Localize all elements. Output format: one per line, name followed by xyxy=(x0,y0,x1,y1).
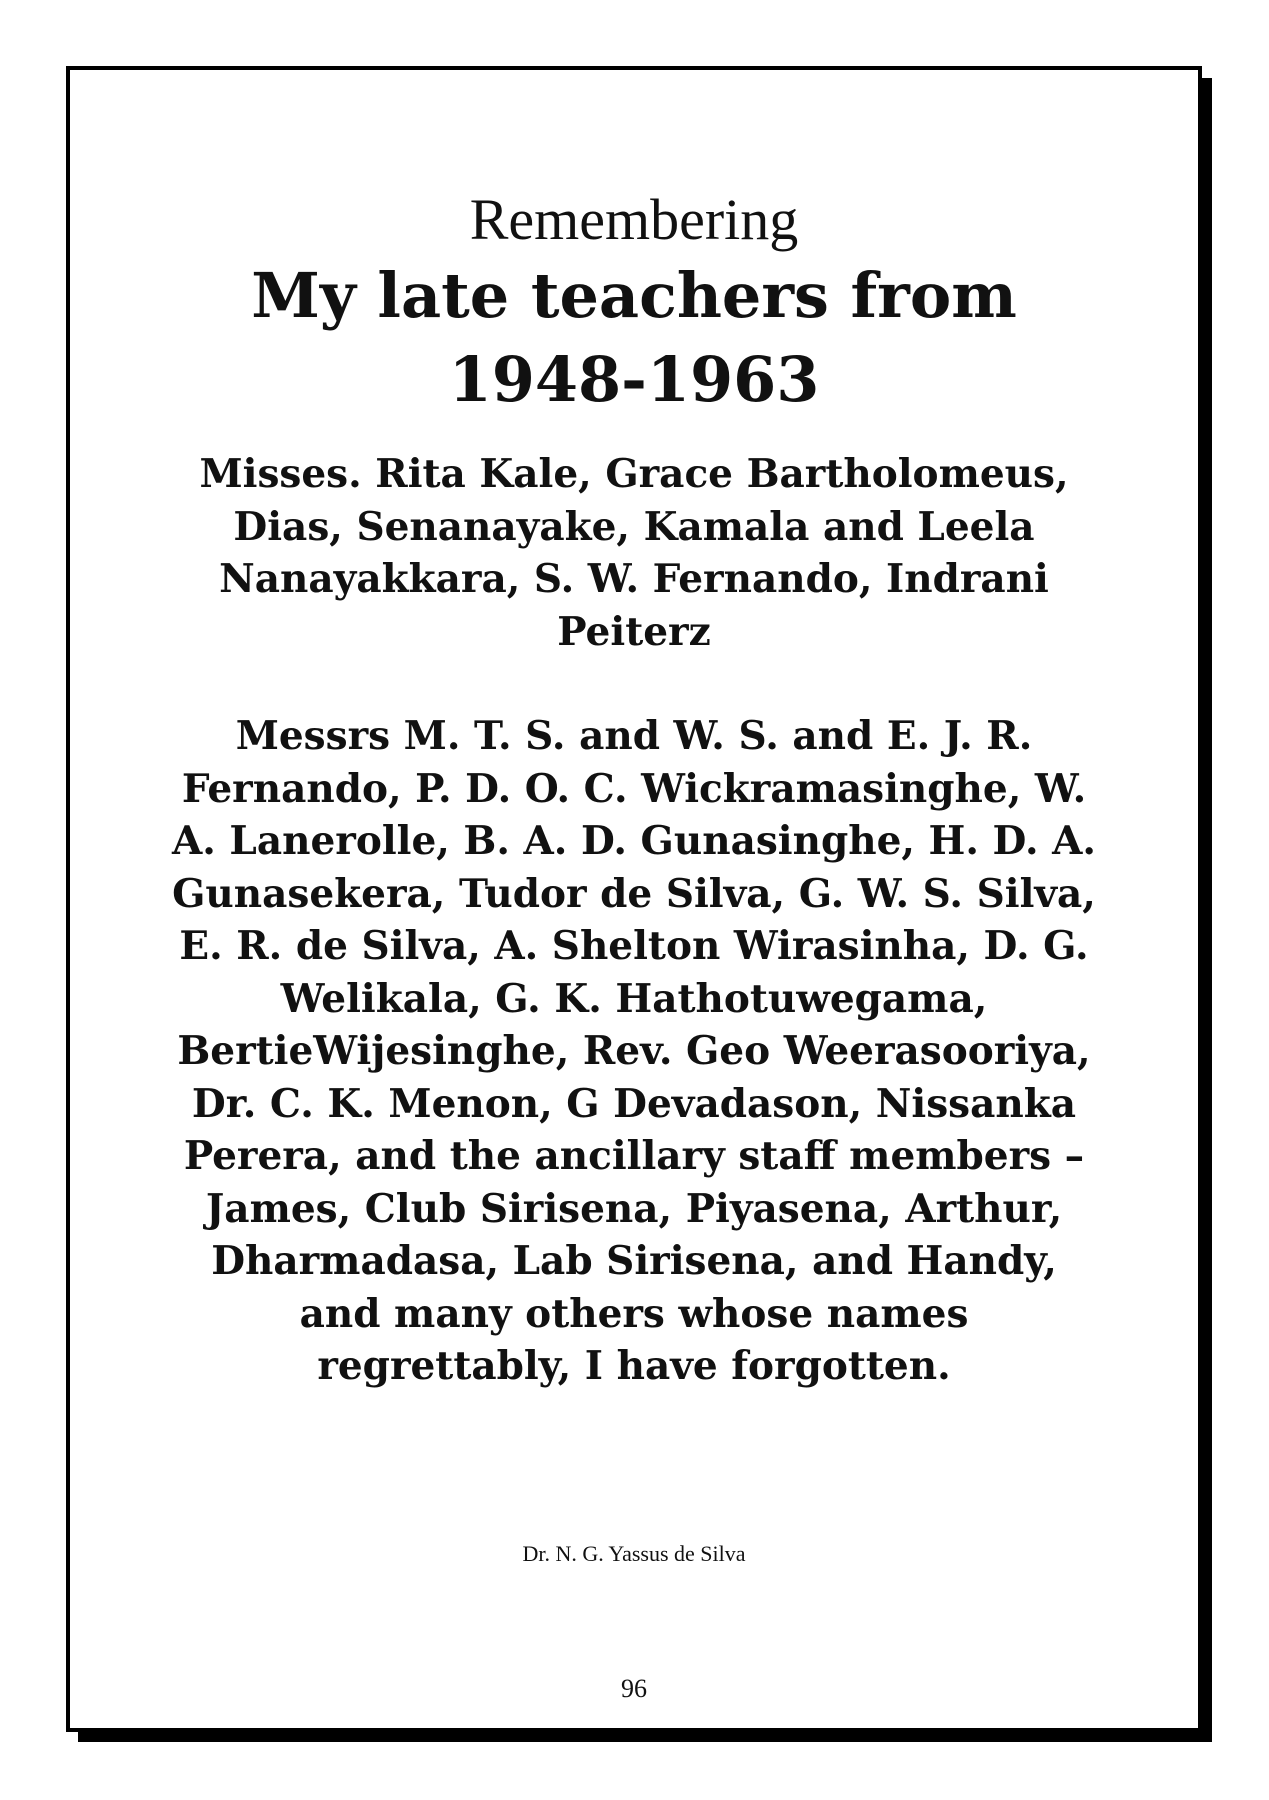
messrs-list: Messrs M. T. S. and W. S. and E. J. R. Fernando, P. D. O. C. Wickramasinghe, W. A. Lanerolle, B. A. D. Gunasinghe, H. D. A. Gunasekera, Tudor de Silva, G. W. S. Silva, E. R. de Silva, A. Shelton Wirasinha, D. G. Welikala, G. K. Hathotuwegama, BertieWijesinghe, Rev. Geo Weerasooriya, Dr. C. K. Menon, G Devadason, Nissanka Perera, and the ancillary staff members – James, Club Sirisena, Piyasena, Arthur, Dharmadasa, Lab Sirisena, and Handy, and many others whose names regrettably, I have forgotten. xyxy=(172,713,1096,1389)
kicker-text: Remembering xyxy=(469,187,799,252)
page-title: My late teachers from 1948-1963 xyxy=(251,259,1017,416)
misses-list: Misses. Rita Kale, Grace Bartholomeus, Dias, Senanayake, Kamala and Leela Nanayakkara, S. W. Fernando, Indrani Peiterz xyxy=(199,451,1069,655)
author-signature: Dr. N. G. Yassus de Silva xyxy=(522,1541,746,1566)
page-frame xyxy=(66,66,1202,1732)
page-number: 96 xyxy=(621,1674,647,1703)
